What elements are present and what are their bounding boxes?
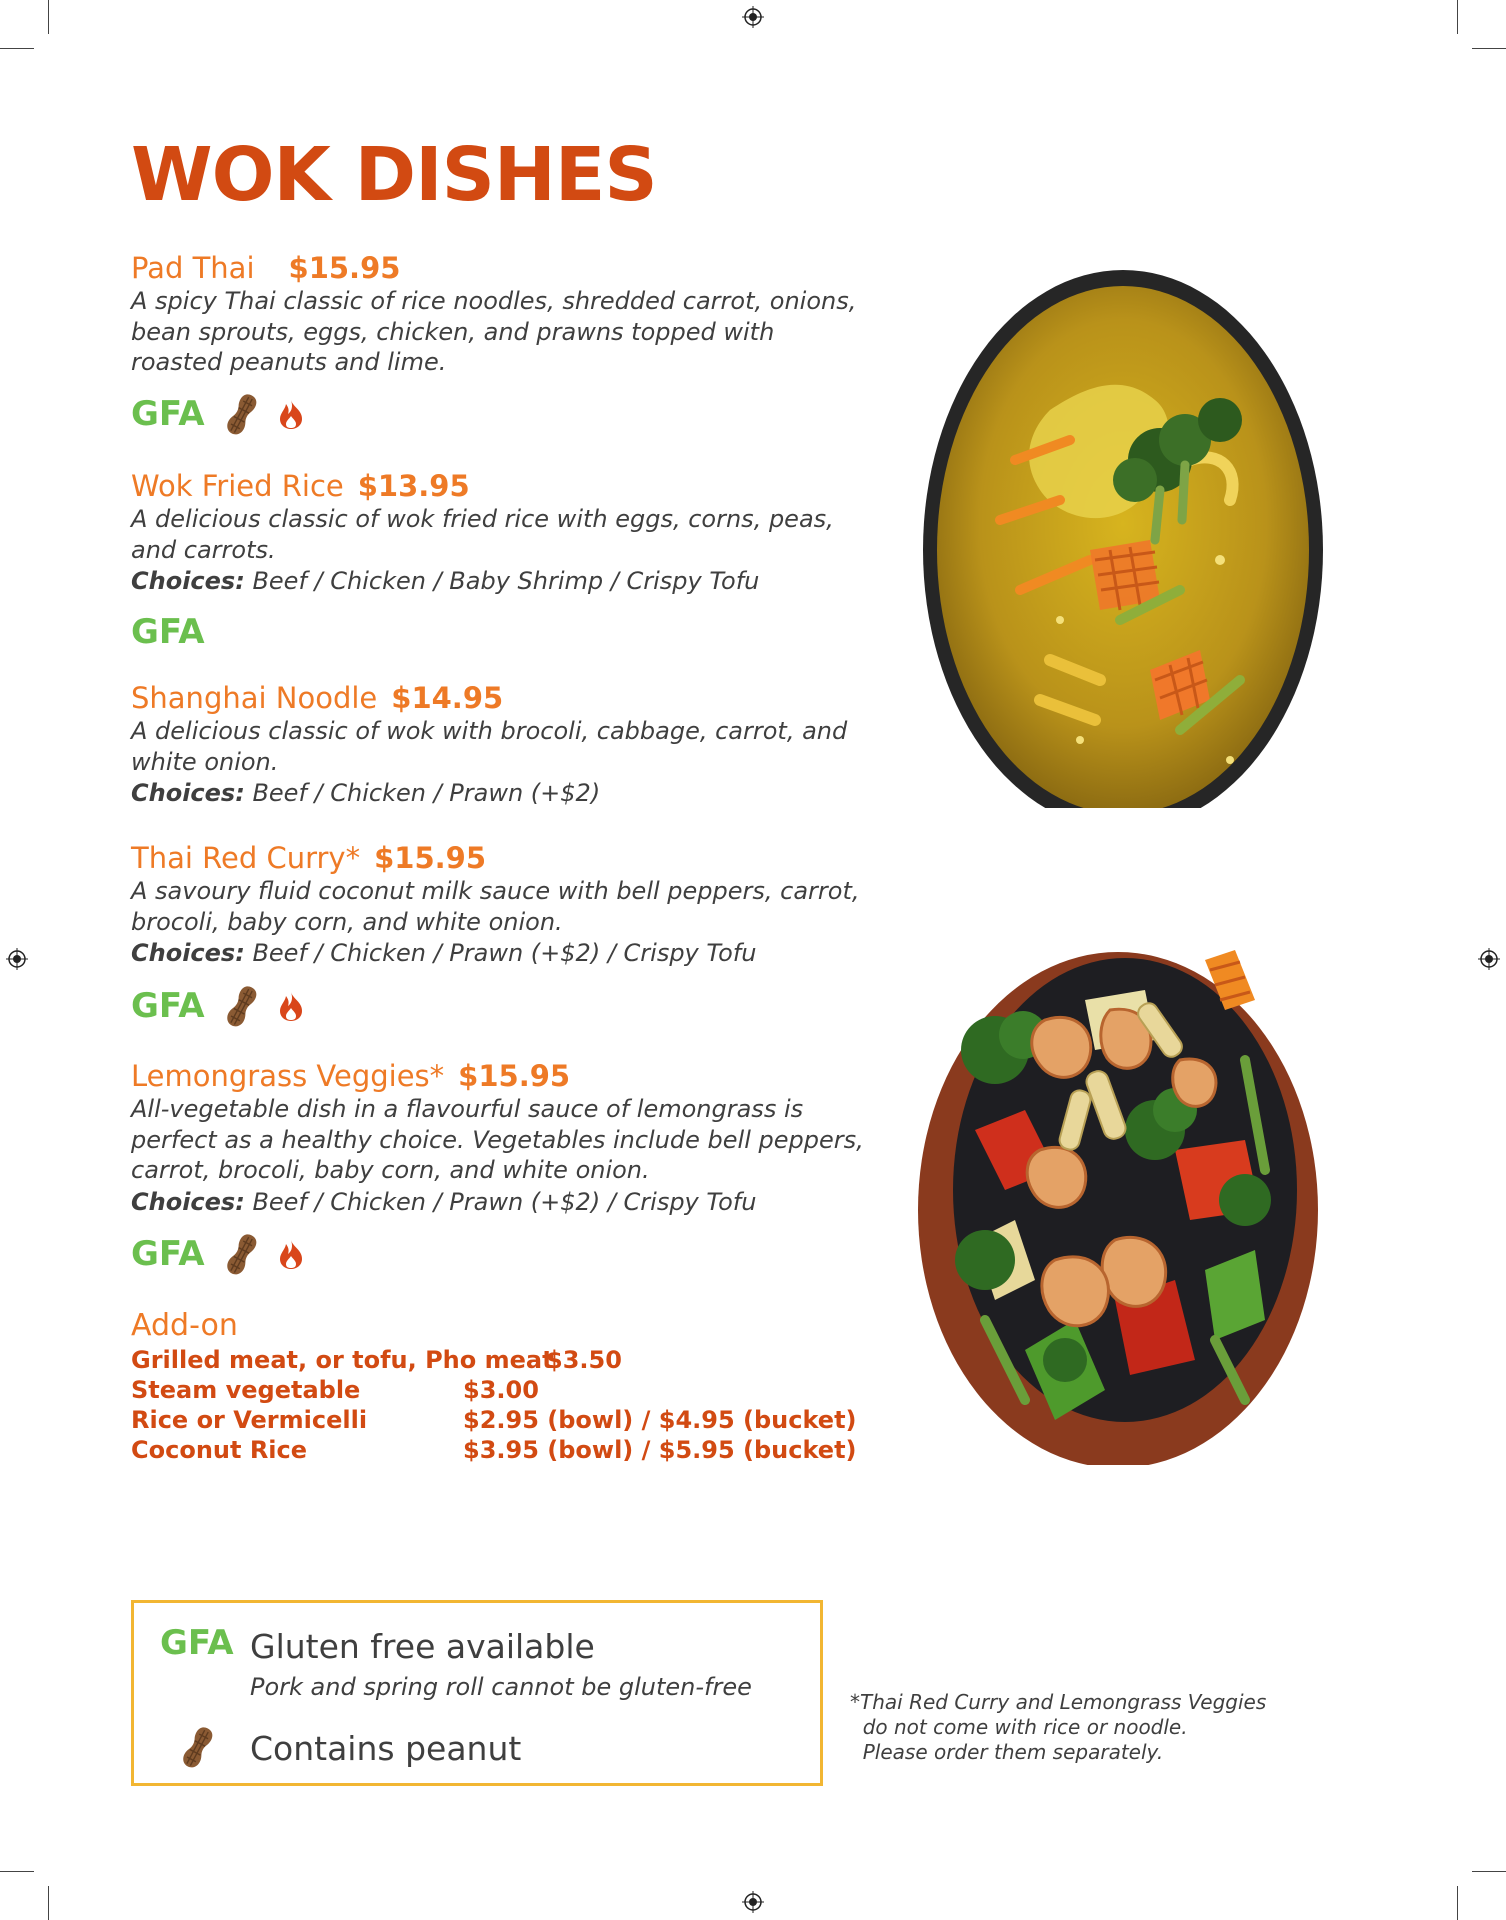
legend-peanut-text: Contains peanut [250,1729,522,1768]
choices-label: Choices: [131,939,245,967]
choices-label: Choices: [131,1187,245,1216]
peanut-icon [225,390,259,438]
dish-price: $15.95 [458,1059,571,1093]
addon-price: $3.00 [463,1376,539,1404]
dish-photo-lemongrass-veggies [915,920,1320,1465]
dish-header [131,250,871,286]
footnote: *Thai Red Curry and Lemongrass Veggies do not come with rice or noodle. Please order them separately. [850,1690,1267,1764]
flame-icon [275,398,307,430]
dish-badges [131,608,205,656]
registration-mark-icon [6,948,28,970]
addon-price: $3.50 [546,1346,622,1374]
choices-list: Beef / Chicken / Prawn (+$2) / Crispy Tofu [252,1187,757,1216]
crop-mark [48,0,49,34]
dish-description: A savoury fluid coconut milk sauce with bell peppers, carrot, brocoli, baby corn, and white onion. [131,877,860,936]
menu-item-thai-red-curry [131,840,871,969]
crop-mark [0,1871,34,1872]
registration-mark-icon [742,1891,764,1913]
addon-name: Coconut Rice [131,1436,308,1464]
dish-header [131,468,871,504]
addon-row [131,1375,539,1405]
crop-mark [1472,1871,1506,1872]
peanut-icon [225,982,259,1030]
registration-mark-icon [1478,948,1500,970]
flame-icon [275,1238,307,1270]
crop-mark [0,48,34,49]
legend-gfa-text: Gluten free available [250,1627,595,1666]
crop-mark [1457,0,1458,34]
dish-choices [131,777,871,809]
registration-mark-icon [742,6,764,28]
gfa-badge: GFA [131,986,205,1026]
menu-item-shanghai-noodle [131,680,871,809]
dish-choices [131,937,871,969]
legend-gfa-note: Pork and spring roll cannot be gluten-free [250,1673,752,1701]
choices-list: Beef / Chicken / Prawn (+$2) [252,779,601,807]
dish-description: All-vegetable dish in a flavourful sauce of lemongrass is perfect as a healthy choice. Vegetables include bell peppers, carrot, brocoli, baby corn, and white onion. [131,1095,864,1184]
dish-price: $15.95 [374,841,487,875]
dish-name: Shanghai Noodle [131,681,378,715]
dish-description: A delicious classic of wok with brocoli, cabbage, carrot, and white onion. [131,717,848,776]
menu-item-pad-thai [131,250,871,378]
dish-description: A delicious classic of wok fried rice with eggs, corns, peas, and carrots. [131,505,834,564]
dish-badges [131,390,307,438]
dish-name: Pad Thai [131,251,255,285]
addon-row [131,1435,857,1465]
dish-choices [131,1186,871,1218]
addon-name: Rice or Vermicelli [131,1406,368,1434]
addon-row [131,1405,857,1435]
choices-list: Beef / Chicken / Baby Shrimp / Crispy Tofu [252,567,760,595]
dish-name: Wok Fried Rice [131,469,344,503]
legend-box [131,1600,823,1786]
peanut-icon [225,1230,259,1278]
dish-header [131,1058,871,1094]
dish-name: Thai Red Curry* [131,841,361,875]
peanut-icon [180,1723,216,1771]
dish-photo-noodles [920,260,1326,808]
gfa-badge: GFA [131,394,205,434]
dish-choices [131,565,871,597]
addon-title: Add-on [131,1308,238,1343]
choices-list: Beef / Chicken / Prawn (+$2) / Crispy Tofu [252,939,757,967]
addon-name: Grilled meat, or tofu, Pho meat [131,1346,554,1374]
legend-gfa-label: GFA [160,1623,234,1663]
gfa-badge: GFA [131,612,205,652]
page-title: WOK DISHES [131,132,657,218]
choices-label: Choices: [131,567,245,595]
dish-price: $15.95 [288,251,401,285]
crop-mark [1472,48,1506,49]
menu-item-wok-fried-rice [131,468,871,597]
dish-price: $13.95 [357,469,470,503]
dish-badges [131,1230,307,1278]
dish-price: $14.95 [391,681,504,715]
addon-price: $2.95 (bowl) / $4.95 (bucket) [463,1406,857,1434]
flame-icon [275,990,307,1022]
menu-item-lemongrass-veggies [131,1058,871,1218]
dish-badges [131,982,307,1030]
choices-label: Choices: [131,779,245,807]
addon-name: Steam vegetable [131,1376,361,1404]
crop-mark [1457,1886,1458,1920]
addon-row [131,1345,622,1375]
addon-price: $3.95 (bowl) / $5.95 (bucket) [463,1436,857,1464]
dish-description: A spicy Thai classic of rice noodles, shredded carrot, onions, bean sprouts, eggs, chicken, and prawns topped with roasted peanuts and lime. [131,287,857,376]
crop-mark [48,1886,49,1920]
gfa-badge: GFA [131,1234,205,1274]
dish-header [131,680,871,716]
dish-header [131,840,871,876]
dish-name: Lemongrass Veggies* [131,1059,445,1093]
